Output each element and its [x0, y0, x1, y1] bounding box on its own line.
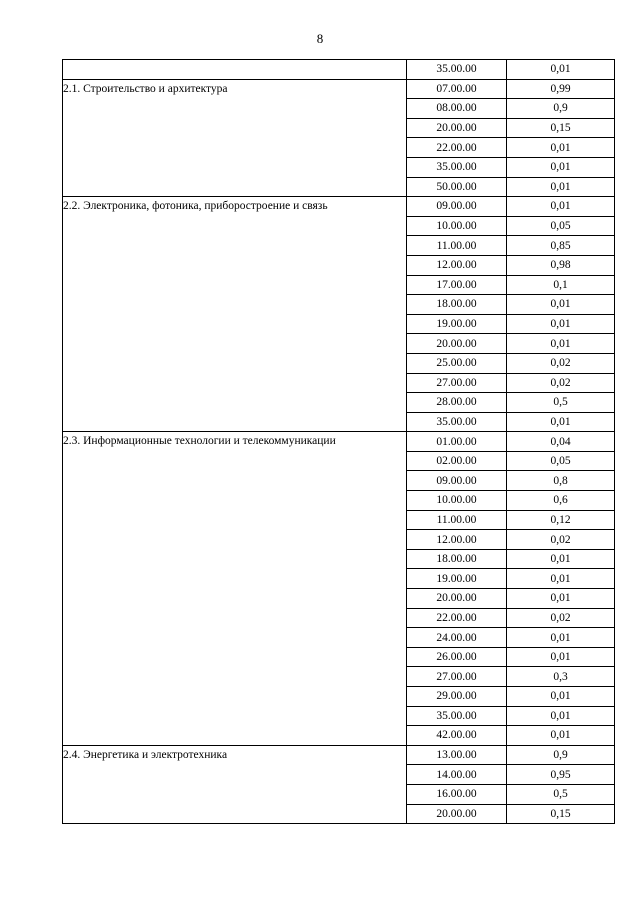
specialty-code: 12.00.00 [407, 530, 507, 550]
page-number: 8 [316, 31, 324, 46]
specialty-code: 35.00.00 [407, 157, 507, 177]
specialty-code: 50.00.00 [407, 177, 507, 197]
section-title: 2.1. Строительство и архитектура [63, 79, 407, 197]
coefficient-value: 0,02 [507, 608, 615, 628]
coefficient-value: 0,05 [507, 451, 615, 471]
coefficient-value: 0,01 [507, 706, 615, 726]
coefficient-value: 0,01 [507, 647, 615, 667]
coefficient-value: 0,5 [507, 784, 615, 804]
coefficient-value: 0,01 [507, 726, 615, 746]
coefficient-value: 0,9 [507, 745, 615, 765]
section-title: 2.3. Информационные технологии и телекоммуникации [63, 432, 407, 746]
coefficient-value: 0,85 [507, 236, 615, 256]
specialty-code: 35.00.00 [407, 412, 507, 432]
specialty-code: 12.00.00 [407, 255, 507, 275]
coefficient-value: 0,95 [507, 765, 615, 785]
coefficient-value: 0,9 [507, 99, 615, 119]
coefficients-table [62, 59, 615, 824]
section-title [63, 60, 407, 80]
coefficient-value: 0,02 [507, 530, 615, 550]
coefficient-value: 0,1 [507, 275, 615, 295]
coefficient-value: 0,02 [507, 353, 615, 373]
specialty-code: 19.00.00 [407, 569, 507, 589]
specialty-code: 26.00.00 [407, 647, 507, 667]
specialty-code: 20.00.00 [407, 804, 507, 824]
specialty-code: 20.00.00 [407, 118, 507, 138]
specialty-code: 14.00.00 [407, 765, 507, 785]
coefficient-value: 0,02 [507, 373, 615, 393]
coefficient-value: 0,01 [507, 569, 615, 589]
specialty-code: 35.00.00 [407, 706, 507, 726]
coefficient-value: 0,98 [507, 255, 615, 275]
coefficient-value: 0,15 [507, 804, 615, 824]
specialty-code: 18.00.00 [407, 549, 507, 569]
specialty-code: 20.00.00 [407, 334, 507, 354]
coefficient-value: 0,01 [507, 334, 615, 354]
coefficient-value: 0,01 [507, 295, 615, 315]
coefficient-value: 0,01 [507, 314, 615, 334]
table-row [63, 79, 615, 99]
specialty-code: 20.00.00 [407, 589, 507, 609]
coefficient-value: 0,01 [507, 549, 615, 569]
coefficient-value: 0,01 [507, 177, 615, 197]
specialty-code: 29.00.00 [407, 687, 507, 707]
specialty-code: 16.00.00 [407, 784, 507, 804]
table-row [63, 745, 615, 765]
coefficient-value: 0,01 [507, 157, 615, 177]
specialty-code: 08.00.00 [407, 99, 507, 119]
specialty-code: 07.00.00 [407, 79, 507, 99]
specialty-code: 02.00.00 [407, 451, 507, 471]
specialty-code: 13.00.00 [407, 745, 507, 765]
specialty-code: 27.00.00 [407, 667, 507, 687]
specialty-code: 17.00.00 [407, 275, 507, 295]
specialty-code: 09.00.00 [407, 471, 507, 491]
specialty-code: 10.00.00 [407, 491, 507, 511]
specialty-code: 10.00.00 [407, 216, 507, 236]
coefficient-value: 0,04 [507, 432, 615, 452]
coefficient-value: 0,3 [507, 667, 615, 687]
coefficient-value: 0,01 [507, 687, 615, 707]
specialty-code: 22.00.00 [407, 608, 507, 628]
specialty-code: 11.00.00 [407, 236, 507, 256]
table-body [63, 60, 615, 824]
specialty-code: 19.00.00 [407, 314, 507, 334]
coefficient-value: 0,01 [507, 589, 615, 609]
specialty-code: 35.00.00 [407, 60, 507, 80]
specialty-code: 25.00.00 [407, 353, 507, 373]
specialty-code: 27.00.00 [407, 373, 507, 393]
coefficient-value: 0,8 [507, 471, 615, 491]
coefficient-value: 0,5 [507, 393, 615, 413]
table-row [63, 197, 615, 217]
section-title: 2.2. Электроника, фотоника, приборостроение и связь [63, 197, 407, 432]
coefficient-value: 0,12 [507, 510, 615, 530]
specialty-code: 28.00.00 [407, 393, 507, 413]
coefficient-value: 0,05 [507, 216, 615, 236]
specialty-code: 24.00.00 [407, 628, 507, 648]
coefficient-value: 0,01 [507, 628, 615, 648]
specialty-code: 09.00.00 [407, 197, 507, 217]
table-row [63, 60, 615, 80]
coefficient-value: 0,01 [507, 412, 615, 432]
specialty-code: 18.00.00 [407, 295, 507, 315]
section-title: 2.4. Энергетика и электротехника [63, 745, 407, 823]
coefficient-value: 0,15 [507, 118, 615, 138]
coefficient-value: 0,01 [507, 60, 615, 80]
coefficient-value: 0,01 [507, 138, 615, 158]
coefficient-value: 0,01 [507, 197, 615, 217]
specialty-code: 01.00.00 [407, 432, 507, 452]
specialty-code: 42.00.00 [407, 726, 507, 746]
coefficient-value: 0,6 [507, 491, 615, 511]
coefficient-value: 0,99 [507, 79, 615, 99]
table-row [63, 432, 615, 452]
specialty-code: 22.00.00 [407, 138, 507, 158]
specialty-code: 11.00.00 [407, 510, 507, 530]
